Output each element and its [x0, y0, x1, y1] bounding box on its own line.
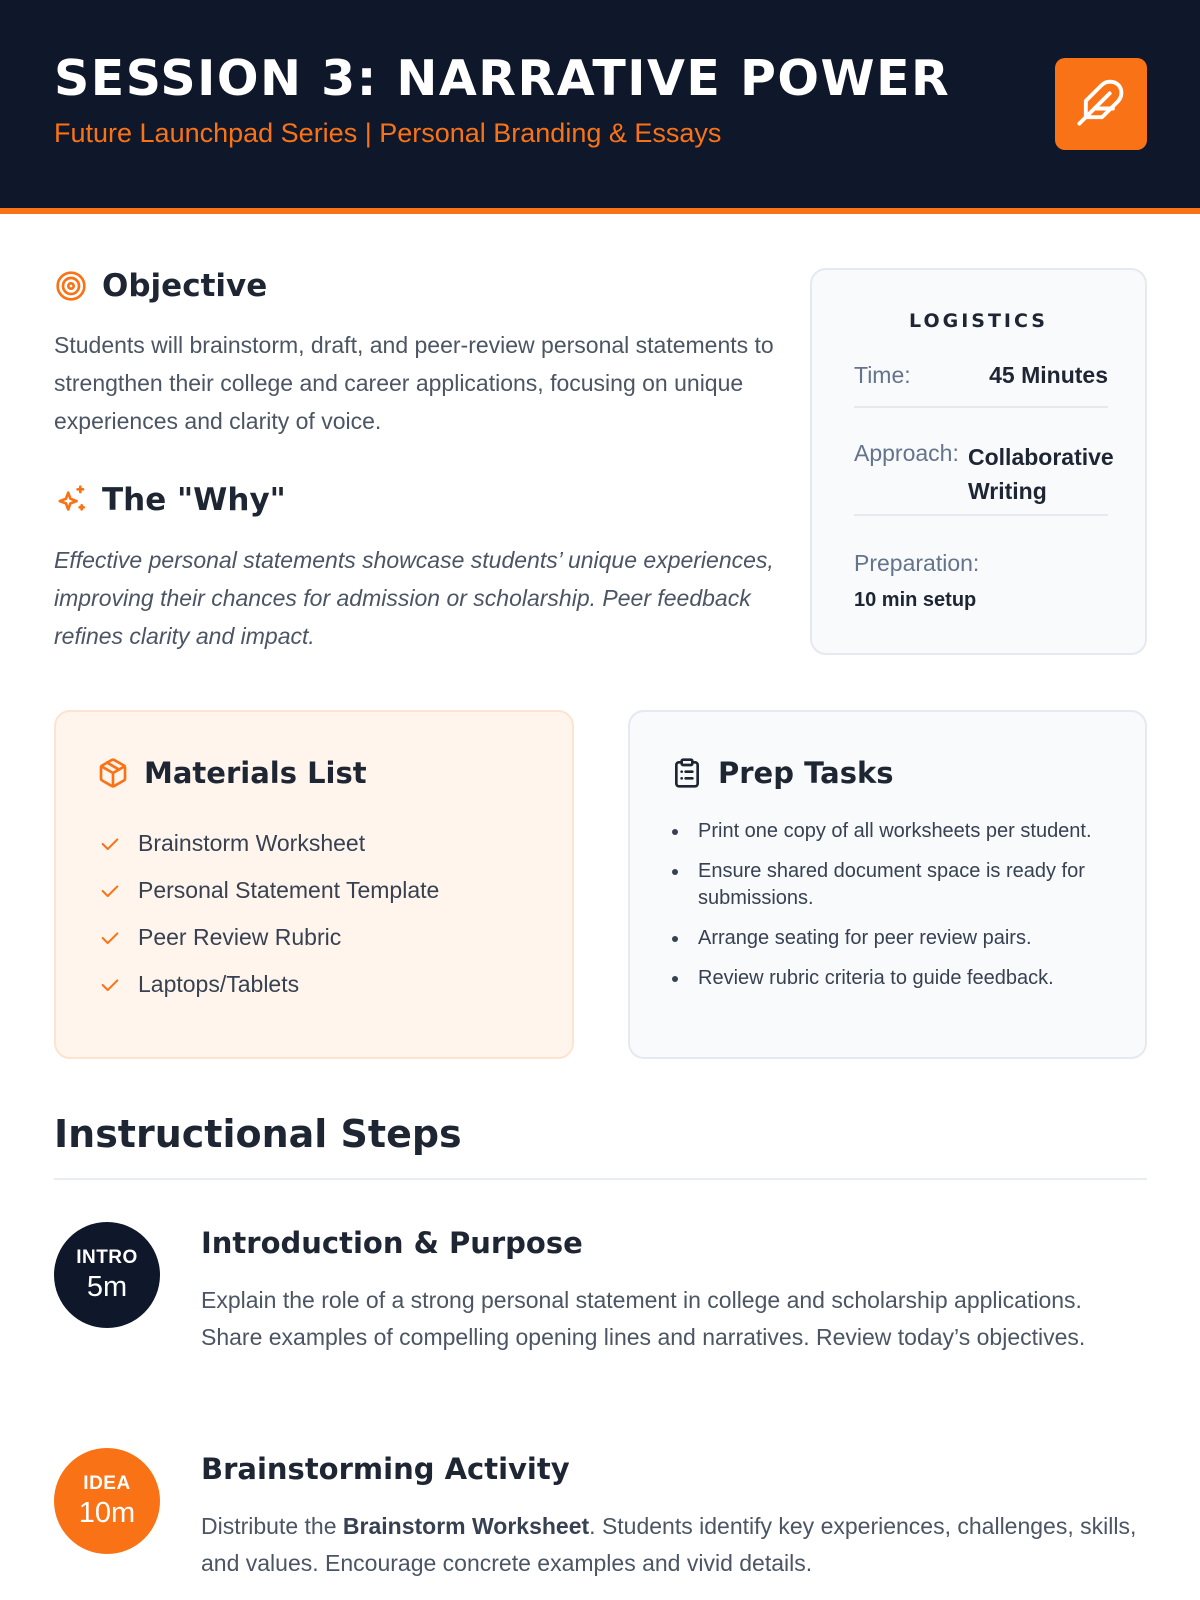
step-tag: IDEA [83, 1472, 131, 1494]
step-title: Introduction & Purpose [201, 1226, 583, 1260]
sparkles-icon [54, 483, 88, 517]
list-item: Ensure shared document space is ready for submissions. [670, 858, 1110, 912]
list-item: Print one copy of all worksheets per student. [670, 818, 1110, 845]
clipboard-icon [670, 756, 704, 790]
package-icon [96, 756, 130, 790]
logistics-value: 45 Minutes [989, 362, 1108, 388]
feather-icon [1075, 76, 1127, 133]
logistics-row-preparation [854, 550, 979, 612]
steps-heading: Instructional Steps [54, 1112, 462, 1156]
logistics-label: Time: [854, 362, 911, 388]
why-heading [54, 482, 286, 518]
list-item [98, 820, 439, 867]
step-duration: 5m [86, 1270, 128, 1303]
check-icon [98, 927, 122, 949]
prep-list [670, 818, 1110, 1005]
step-tag: INTRO [76, 1246, 138, 1268]
step-duration: 10m [78, 1496, 136, 1529]
divider [54, 1178, 1147, 1180]
logistics-row-approach [854, 440, 1114, 516]
logistics-row-time [854, 362, 1108, 408]
materials-heading [96, 756, 367, 790]
check-icon [98, 974, 122, 996]
prep-tasks-card [628, 710, 1147, 1059]
check-icon [98, 880, 122, 902]
step-badge [54, 1448, 160, 1554]
step-badge [54, 1222, 160, 1328]
step-desc-text: . Students identify key experiences, challenges, skills, and values. Encourage concrete examples and vivid details. [201, 1513, 1137, 1576]
step-title: Brainstorming Activity [201, 1452, 570, 1486]
materials-card [54, 710, 574, 1059]
logistics-card [810, 268, 1147, 655]
why-heading-label: The "Why" [102, 482, 286, 518]
material-label: Brainstorm Worksheet [138, 830, 366, 856]
page-subtitle: Future Launchpad Series | Personal Branding & Essays [54, 118, 722, 148]
objective-heading-label: Objective [102, 268, 268, 304]
objective-heading [54, 268, 267, 304]
material-label: Laptops/Tablets [138, 971, 300, 997]
list-item: Review rubric criteria to guide feedback. [670, 965, 1110, 992]
material-label: Personal Statement Template [138, 877, 440, 903]
list-item [98, 961, 439, 1008]
header-badge [1055, 58, 1147, 150]
logistics-value: Collaborative Writing [968, 444, 1114, 504]
logistics-label: Approach: [854, 440, 959, 466]
logistics-label: Preparation: [854, 550, 980, 576]
logistics-title: LOGISTICS [909, 310, 1048, 332]
target-icon [54, 269, 88, 303]
material-label: Peer Review Rubric [138, 924, 342, 950]
list-item: Arrange seating for peer review pairs. [670, 925, 1110, 952]
prep-heading-label: Prep Tasks [718, 756, 894, 790]
list-item [98, 867, 439, 914]
prep-heading [670, 756, 894, 790]
step-description: Explain the role of a strong personal statement in college and scholarship applications. Share examples of compelling opening lines and narratives. Review today’s objectives. [201, 1287, 1086, 1350]
materials-list [98, 820, 439, 1008]
list-item [98, 914, 439, 961]
objective-text: Students will brainstorm, draft, and peer-review personal statements to strengthen their college and career applications, focusing on unique experiences and clarity of voice. [54, 332, 774, 434]
check-icon [98, 833, 122, 855]
step-description [201, 1508, 1141, 1582]
why-text: Effective personal statements showcase students’ unique experiences, improving their chances for admission or scholarship. Peer feedback refines clarity and impact. [54, 547, 774, 649]
page-header [0, 0, 1200, 214]
step-desc-text: Distribute the [201, 1513, 343, 1539]
step-desc-emphasis: Brainstorm Worksheet [342, 1513, 590, 1539]
materials-heading-label: Materials List [144, 756, 367, 790]
page-title: SESSION 3: NARRATIVE POWER [54, 50, 951, 107]
logistics-value: 10 min setup [854, 589, 977, 611]
